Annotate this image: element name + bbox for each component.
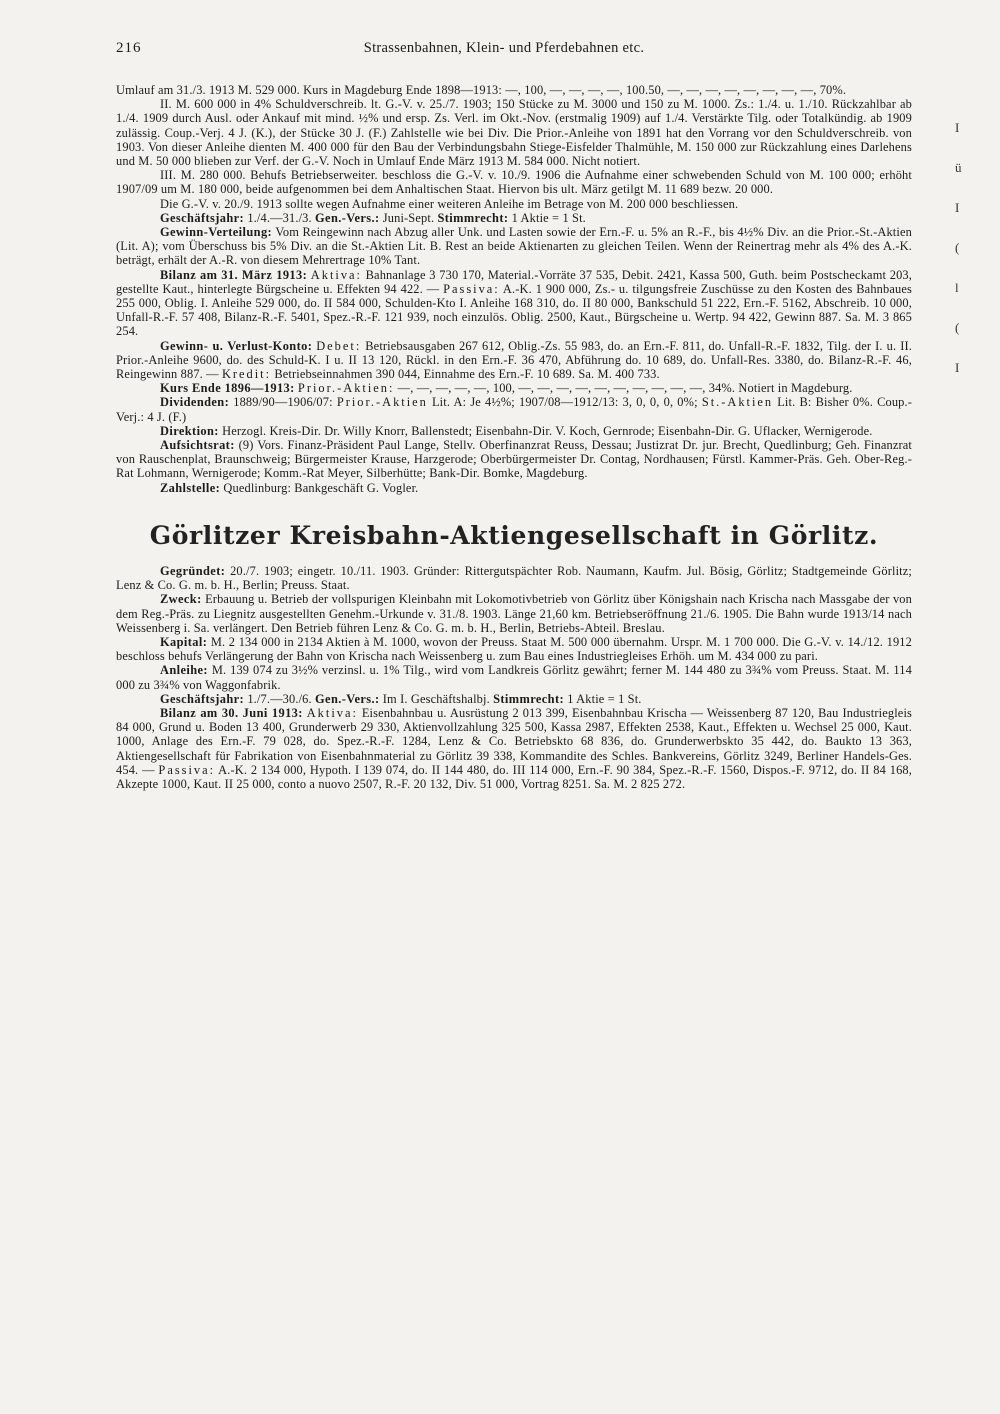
guv-kredit-text: Betriebseinnahmen 390 044, Einnahme des Ern.-F. 10 689. Sa. M. 400 733. bbox=[274, 367, 660, 382]
guv-debet-text: Betriebsausgaben 267 612, Oblig.-Zs. 55 983, do. an Ern.-F. 811, do. Unfall-R.-F. 1832, Tilg. der I. u. II. Prior.-Anleihe 9600, do. des Schuld-K. I u. II 13 120, Rückl. in den Ern.-F. 36 470, Abführung do. 10 689, do. Unfall-Res. 3380, do. Bilanz-R.-F. 46, Reingewinn 887. — bbox=[116, 338, 912, 382]
section-bilanz-label: Bilanz am 30. Juni 1913: bbox=[160, 705, 303, 720]
dividenden-prior-label: Prior.-Aktien bbox=[336, 395, 428, 410]
dividenden-paragraph bbox=[116, 395, 912, 423]
bilanz-label: Bilanz am 31. März 1913: bbox=[160, 267, 308, 282]
gegruendet-text: 20./7. 1903; eingetr. 10./11. 1903. Gründer: Rittergutspächter Rob. Naumann, Kaufm. Jul. Bösig, Görlitz; Stadtgemeinde Görlitz; Lenz & Co. G. m. b. H., Berlin; Preuss. Staat. bbox=[116, 563, 913, 593]
running-title: Strassenbahnen, Klein- und Pferdebahnen etc. bbox=[363, 40, 645, 56]
kurs-text: —, —, —, —, —, 100, —, —, —, —, —, —, —, —, —, —, 34%. Notiert in Magdeburg. bbox=[397, 381, 853, 396]
bilanz-paragraph bbox=[116, 268, 912, 339]
gewinnverteilung-paragraph bbox=[116, 225, 912, 268]
kredit-label: Kredit: bbox=[221, 367, 272, 382]
gv-beschluss-paragraph: Die G.-V. v. 20./9. 1913 sollte wegen Aufnahme einer weiteren Anleihe im Betrage von M. 200 000 beschliessen. bbox=[160, 196, 739, 211]
dividenden-text-a: 1889/90—1906/07: bbox=[233, 395, 333, 410]
anleihe-text: M. 139 074 zu 3½% verzinsl. u. 1% Tilg., wird vom Landkreis Görlitz gewährt; ferner M. 144 480 zu 3¾% vom Preuss. Staat. M. 114 000 zu 3¾% von Waggonfabrik. bbox=[116, 663, 912, 692]
margin-char: l bbox=[955, 280, 959, 295]
bilanz-aktiva-text: Bahnanlage 3 730 170, Material.-Vorräte 37 535, Debit. 2421, Kassa 500, Guth. beim Postscheckamt 203, gestellte Kaut., hinterlegte Bürgscheine u. Effekten 94 422. — bbox=[116, 267, 913, 296]
section-aktiva-label: Aktiva: bbox=[306, 705, 358, 720]
section-stimmrecht-text: 1 Aktie = 1 St. bbox=[567, 691, 642, 706]
gegruendet-label: Gegründet: bbox=[160, 563, 226, 578]
geschaeftsjahr-text: 1./4.—31./3. bbox=[247, 210, 312, 225]
kapital-paragraph bbox=[116, 635, 912, 663]
margin-char: I bbox=[955, 200, 960, 215]
kapital-text: M. 2 134 000 in 2134 Aktien à M. 1000, wovon der Preuss. Staat M. 500 000 übernahm. Urspr. M. 1 700 000. Die G.-V. v. 14./12. 1912 beschloss behufs Verlängerung der Bahn von Krischa nach Weissenberg u. zum Bau eines Industriegleises Erhöh. um M. 434 000 zu pari. bbox=[116, 634, 912, 664]
section-stimmrecht-label: Stimmrecht: bbox=[493, 691, 565, 706]
direktion-text: Herzogl. Kreis-Dir. Dr. Willy Knorr, Ballenstedt; Eisenbahn-Dir. V. Koch, Gernrode; Eisenbahn-Dir. G. Uflacker, Wernigerode. bbox=[222, 423, 873, 438]
margin-char: ( bbox=[955, 320, 960, 335]
bilanz-passiva-text: A.-K. 1 900 000, Zs.- u. tilgungsfreie Zuschüsse zu den Kosten des Bahnbaues 255 000, Oblig. I. Anleihe 529 000, do. II 584 000, Schulden-Kto I. Anleihe 168 310, do. II 80 000, Bankschuld 51 222, Ern.-F. 5162, Abschreib. 10 000, Unfall-R.-F. 57 408, Bilanz-R.-F. 5401, Spez.-R.-F. 121 939, noch einzulös. Oblig. 2500, Kaut., Bürgscheine u. Wertp. 94 422, Gewinn 887. Sa. M. 3 865 254. bbox=[116, 281, 912, 339]
anleihe-ii-paragraph: II. M. 600 000 in 4% Schuldverschreib. lt. G.-V. v. 25./7. 1903; 150 Stücke zu M. 3000 und 150 zu M. 1000. Zs.: 1./4. u. 1./10. Rückzahlbar ab 1./4. 1909 durch Ausl. oder Ankauf mit mind. ½% und ersp. Zs. Verl. im Okt.-Nov. (erstmalig 1909) auf 1./4. Verstärkte Tilg. oder Totalkündig. ab 1909 zulässig. Coup.-Verj. 4 J. (K.), der Stücke 30 J. (F.) Zahlstelle wie bei Div. Die Prior.-Anleihe von 1891 hat den Vorrang vor den Schuldverschreib. von 1903. Von dieser Anleihe dienten M. 400 000 für den Bau der Verbindungsbahn Stiege-Eisfelder Thalmühle, M. 150 000 zur Rückzahlung eines Darlehens und M. 50 000 blieben zur Verf. der G.-V. Noch in Umlauf Ende März 1913 M. 584 000. Nicht notiert. bbox=[116, 97, 912, 169]
section-title: Görlitzer Kreisbahn-Aktiengesellschaft in Görlitz. bbox=[149, 520, 879, 550]
margin-char: ( bbox=[955, 240, 960, 255]
zahlstelle-label: Zahlstelle: bbox=[160, 480, 221, 495]
guv-label: Gewinn- u. Verlust-Konto: bbox=[160, 338, 313, 353]
margin-char: I bbox=[955, 360, 960, 375]
section-geschaeftsjahr-paragraph bbox=[116, 692, 912, 706]
aktiva-label: Aktiva: bbox=[310, 267, 362, 282]
margin-char: ü bbox=[955, 160, 962, 175]
prioraktien-label: Prior.-Aktien: bbox=[297, 381, 395, 396]
page-number: 216 bbox=[116, 40, 142, 56]
anleihe-label: Anleihe: bbox=[160, 663, 208, 678]
aufsichtsrat-label: Aufsichtsrat: bbox=[160, 438, 235, 453]
zweck-text: Erbauung u. Betrieb der vollspurigen Kleinbahn mit Lokomotivbetrieb von Görlitz über Königshain nach Krischa nach Massgabe der von dem Reg.-Präs. zu Liegnitz ausgestellten Genehm.-Urkunde v. 31./8. 1903. Länge 21,60 km. Betriebseröffnung 21./6. 1905. Die Bahn wurde 1913/14 nach Weissenberg i. Sa. verlängert. Den Betrieb führen Lenz & Co. G. m. b. H., Berlin, Betriebs-Abteil. Breslau. bbox=[116, 592, 912, 635]
right-margin-bleed bbox=[955, 120, 975, 400]
section-geschaeftsjahr-text: 1./7.—30./6. bbox=[247, 691, 312, 706]
section-genvers-text: Im I. Geschäftshalbj. bbox=[382, 691, 490, 706]
section-bilanz-paragraph bbox=[116, 706, 912, 791]
zweck-paragraph bbox=[116, 592, 912, 635]
aufsichtsrat-text: (9) Vors. Finanz-Präsident Paul Lange, Stellv. Oberfinanzrat Reuss, Dessau; Justizrat Dr. jur. Brecht, Quedlinburg; Geh. Finanzrat von Rauschenplat, Braunschweig; Bürgermeister Krause, Harzgerode; Oberbürgermeister Dr. Contag, Nordhausen; Fürstl. Kammer-Präs. Geh. Ober-Reg.-Rat Lohmann, Wernigerode; Komm.-Rat Meyer, Silberhütte; Bank-Dir. Bomke, Magdeburg. bbox=[116, 438, 913, 481]
anleihe-paragraph bbox=[116, 663, 912, 691]
direktion-paragraph bbox=[116, 424, 912, 438]
zahlstelle-text: Quedlinburg: Bankgeschäft G. Vogler. bbox=[223, 480, 419, 495]
geschaeftsjahr-paragraph bbox=[116, 211, 912, 225]
dividenden-st-label: St.-Aktien bbox=[701, 395, 774, 410]
geschaeftsjahr-label: Geschäftsjahr: bbox=[160, 210, 245, 225]
document-page bbox=[116, 40, 912, 791]
dividenden-text-b: Lit. A: Je 4½%; 1907/08—1912/13: 3, 0, 0, 0, 0%; bbox=[431, 395, 698, 410]
gewinnverteilung-text: Vom Reingewinn nach Abzug aller Unk. und Lasten sowie der Ern.-F. u. 5% an R.-F., bis 4½% Div. an die Prior.-St.-Aktien (Lit. A); vom Überschuss bis 5% Div. an die St.-Aktien Lit. B. Rest an beide Aktienarten zu gleichen Teilen. Wenn der Reinertrag mehr als 4% des A.-K. beträgt, erhält der A.-R. von diesem Mehrertrage 10% Tant. bbox=[116, 225, 912, 268]
margin-char: I bbox=[955, 120, 960, 135]
kurs-paragraph bbox=[116, 381, 912, 395]
section-passiva-label: Passiva: bbox=[158, 762, 216, 777]
zweck-label: Zweck: bbox=[160, 592, 202, 607]
section-genvers-label: Gen.-Vers.: bbox=[315, 691, 380, 706]
section-bilanz-aktiva-text: Eisenbahnbau u. Ausrüstung 2 013 399, Eisenbahnbau Krischa — Weissenberg 87 120, Bau Industriegleis 84 000, Grund u. Boden 13 400, Grunderwerb 29 330, Aktienvollzahlung 325 500, Kassa 2987, Effekten 2538, Kaut., Effekten u. Wechsel 25 000, Kaut. 1000, Anlage des Ern.-F. 79 028, do. Spez.-R.-F. 1284, Lenz & Co. Betriebskto 68 836, do. Grunderwerbskto 35 442, do. Baukto 13 363, Aktiengesellschaft für Fabrikation von Eisenbahnmaterial zu Görlitz 39 338, Kommandite des Schles. Bankvereins, Görlitz 3249, Berliner Handels-Ges. 454. — bbox=[116, 705, 913, 777]
stimmrecht-label: Stimmrecht: bbox=[437, 210, 509, 225]
aufsichtsrat-paragraph bbox=[116, 438, 912, 481]
section-bilanz-passiva-text: A.-K. 2 134 000, Hypoth. I 139 074, do. II 144 480, do. III 114 000, Ern.-F. 90 384, Spez.-R.-F. 1560, Dispos.-F. 9712, do. II 84 168, Akzepte 1000, Kaut. II 25 000, conto a nuovo 2507, R.-F. 20 132, Div. 51 000, Vortrag 8251. Sa. M. 2 825 272. bbox=[116, 762, 913, 791]
umlauf-paragraph: Umlauf am 31./3. 1913 M. 529 000. Kurs in Magdeburg Ende 1898—1913: —, 100, —, —, —, —, 100.50, —, —, —, —, —, —, —, —, 70%. bbox=[116, 83, 847, 97]
dividenden-label: Dividenden: bbox=[160, 395, 230, 410]
guv-paragraph bbox=[116, 339, 912, 382]
passiva-label: Passiva: bbox=[443, 281, 500, 296]
anleihe-iii-paragraph: III. M. 280 000. Behufs Betriebserweiter. beschloss die G.-V. v. 10./9. 1906 die Aufnahme einer schwebenden Schuld von M. 100 000; erhöht 1907/09 um M. 180 000, beide aufgenommen bei dem Anhaltischen Staat. Hiervon bis ult. März getilgt M. 11 689 bezw. 20 000. bbox=[116, 168, 912, 197]
gegruendet-paragraph bbox=[116, 564, 912, 592]
page-header bbox=[116, 40, 912, 57]
debet-label: Debet: bbox=[316, 338, 362, 353]
stimmrecht-text: 1 Aktie = 1 St. bbox=[511, 210, 586, 225]
kapital-label: Kapital: bbox=[160, 634, 208, 649]
section-geschaeftsjahr-label: Geschäftsjahr: bbox=[160, 691, 245, 706]
kurs-label: Kurs Ende 1896—1913: bbox=[160, 381, 295, 396]
gewinnverteilung-label: Gewinn-Verteilung: bbox=[160, 225, 273, 240]
genvers-label: Gen.-Vers.: bbox=[315, 210, 380, 225]
direktion-label: Direktion: bbox=[160, 423, 219, 438]
zahlstelle-paragraph bbox=[116, 481, 912, 495]
dividenden-text-c: Lit. B: Bisher 0%. Coup.-Verj.: 4 J. (F.) bbox=[116, 395, 913, 424]
genvers-text: Juni-Sept. bbox=[382, 210, 435, 225]
